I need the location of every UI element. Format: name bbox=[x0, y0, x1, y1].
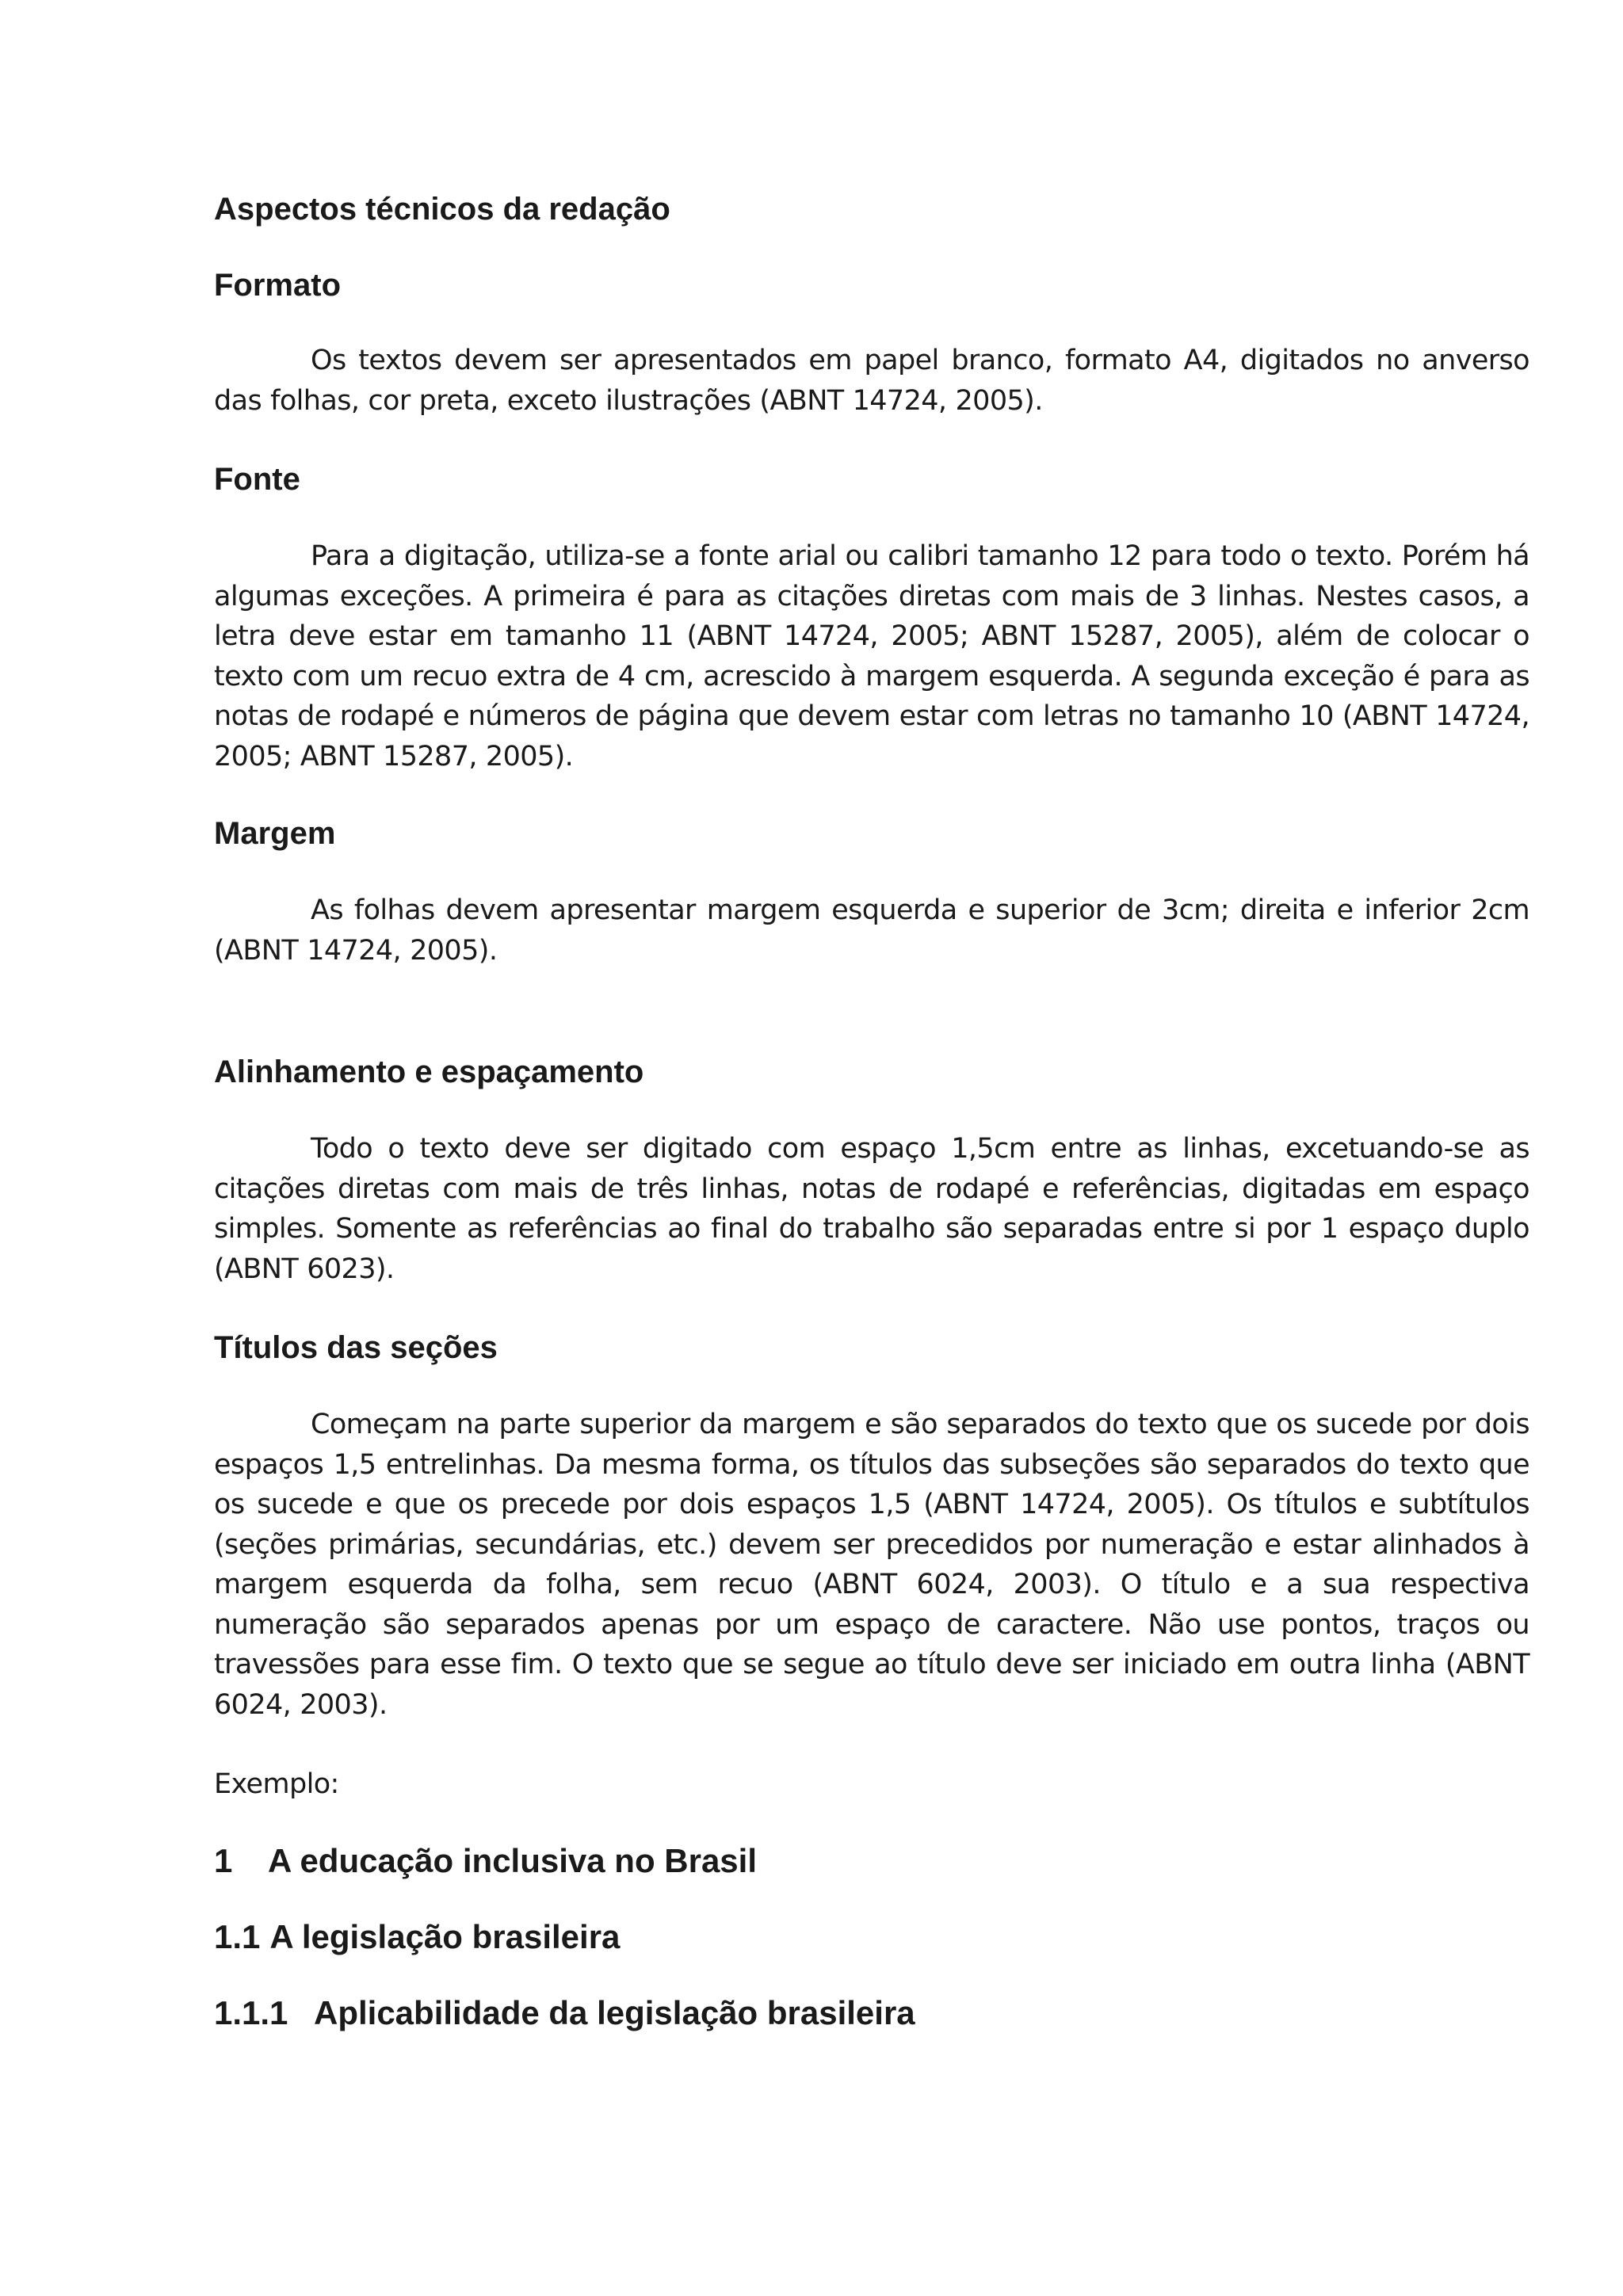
example-heading-1-1-1 bbox=[214, 1992, 1529, 2035]
paragraph-margem: As folhas devem apresentar margem esquerda e superior de 3cm; direita e inferior 2cm (ABNT 14724, 2005). bbox=[214, 894, 1529, 967]
heading-formato: Formato bbox=[214, 268, 341, 303]
example-title: A legislação brasileira bbox=[269, 1917, 621, 1955]
example-heading-1-1 bbox=[214, 1916, 1529, 1958]
example-title: A educação inclusiva no Brasil bbox=[268, 1841, 757, 1879]
paragraph-titulos: Começam na parte superior da margem e são separados do texto que os sucede por dois espaços 1,5 entrelinhas. Da mesma forma, os títulos das subseções são separados do texto que os sucede e que os precede por dois espaços 1,5 (ABNT 14724, 2005). Os títulos e subtítulos (seções primárias, secundárias, etc.) devem ser precedidos por numeração e estar alinhados à margem esquerda da folha, sem recuo (ABNT 6024, 2003). O título e a sua respectiva numeração são separados apenas por um espaço de caractere. Não use pontos, traços ou travessões para esse fim. O texto que se segue ao título deve ser iniciado em outra linha (ABNT 6024, 2003). bbox=[214, 1409, 1529, 1721]
heading-fonte: Fonte bbox=[214, 462, 300, 497]
example-number: 1.1 bbox=[214, 1917, 261, 1955]
heading-titulos: Títulos das seções bbox=[214, 1330, 498, 1365]
paragraph-fonte: Para a digitação, utiliza-se a fonte arial ou calibri tamanho 12 para todo o texto. Porém há algumas exceções. A primeira é para as citações diretas com mais de 3 linhas. Nestes casos, a letra deve estar em tamanho 11 (ABNT 14724, 2005; ABNT 15287, 2005), além de colocar o texto com um recuo extra de 4 cm, acrescido à margem esquerda. A segunda exceção é para as notas de rodapé e números de página que devem estar com letras no tamanho 10 (ABNT 14724, 2005; ABNT 15287, 2005). bbox=[214, 540, 1529, 772]
example-number: 1.1.1 bbox=[214, 1993, 288, 2031]
example-label: Exemplo: bbox=[214, 1768, 339, 1800]
example-heading-1 bbox=[214, 1840, 1529, 1882]
paragraph-alinhamento: Todo o texto deve ser digitado com espaço 1,5cm entre as linhas, excetuando-se as citações diretas com mais de três linhas, notas de rodapé e referências, digitadas em espaço simples. Somente as referências ao final do trabalho são separadas entre si por 1 espaço duplo (ABNT 6023). bbox=[214, 1133, 1529, 1285]
example-title: Aplicabilidade da legislação brasileira bbox=[314, 1993, 915, 2031]
paragraph-formato: Os textos devem ser apresentados em papel branco, formato A4, digitados no anverso das folhas, cor preta, exceto ilustrações (ABNT 14724, 2005). bbox=[214, 345, 1529, 417]
heading-margem: Margem bbox=[214, 816, 336, 851]
section-title: Aspectos técnicos da redação bbox=[214, 192, 670, 227]
heading-alinhamento: Alinhamento e espaçamento bbox=[214, 1055, 644, 1089]
document-page bbox=[214, 189, 1529, 2035]
example-number: 1 bbox=[214, 1841, 233, 1879]
